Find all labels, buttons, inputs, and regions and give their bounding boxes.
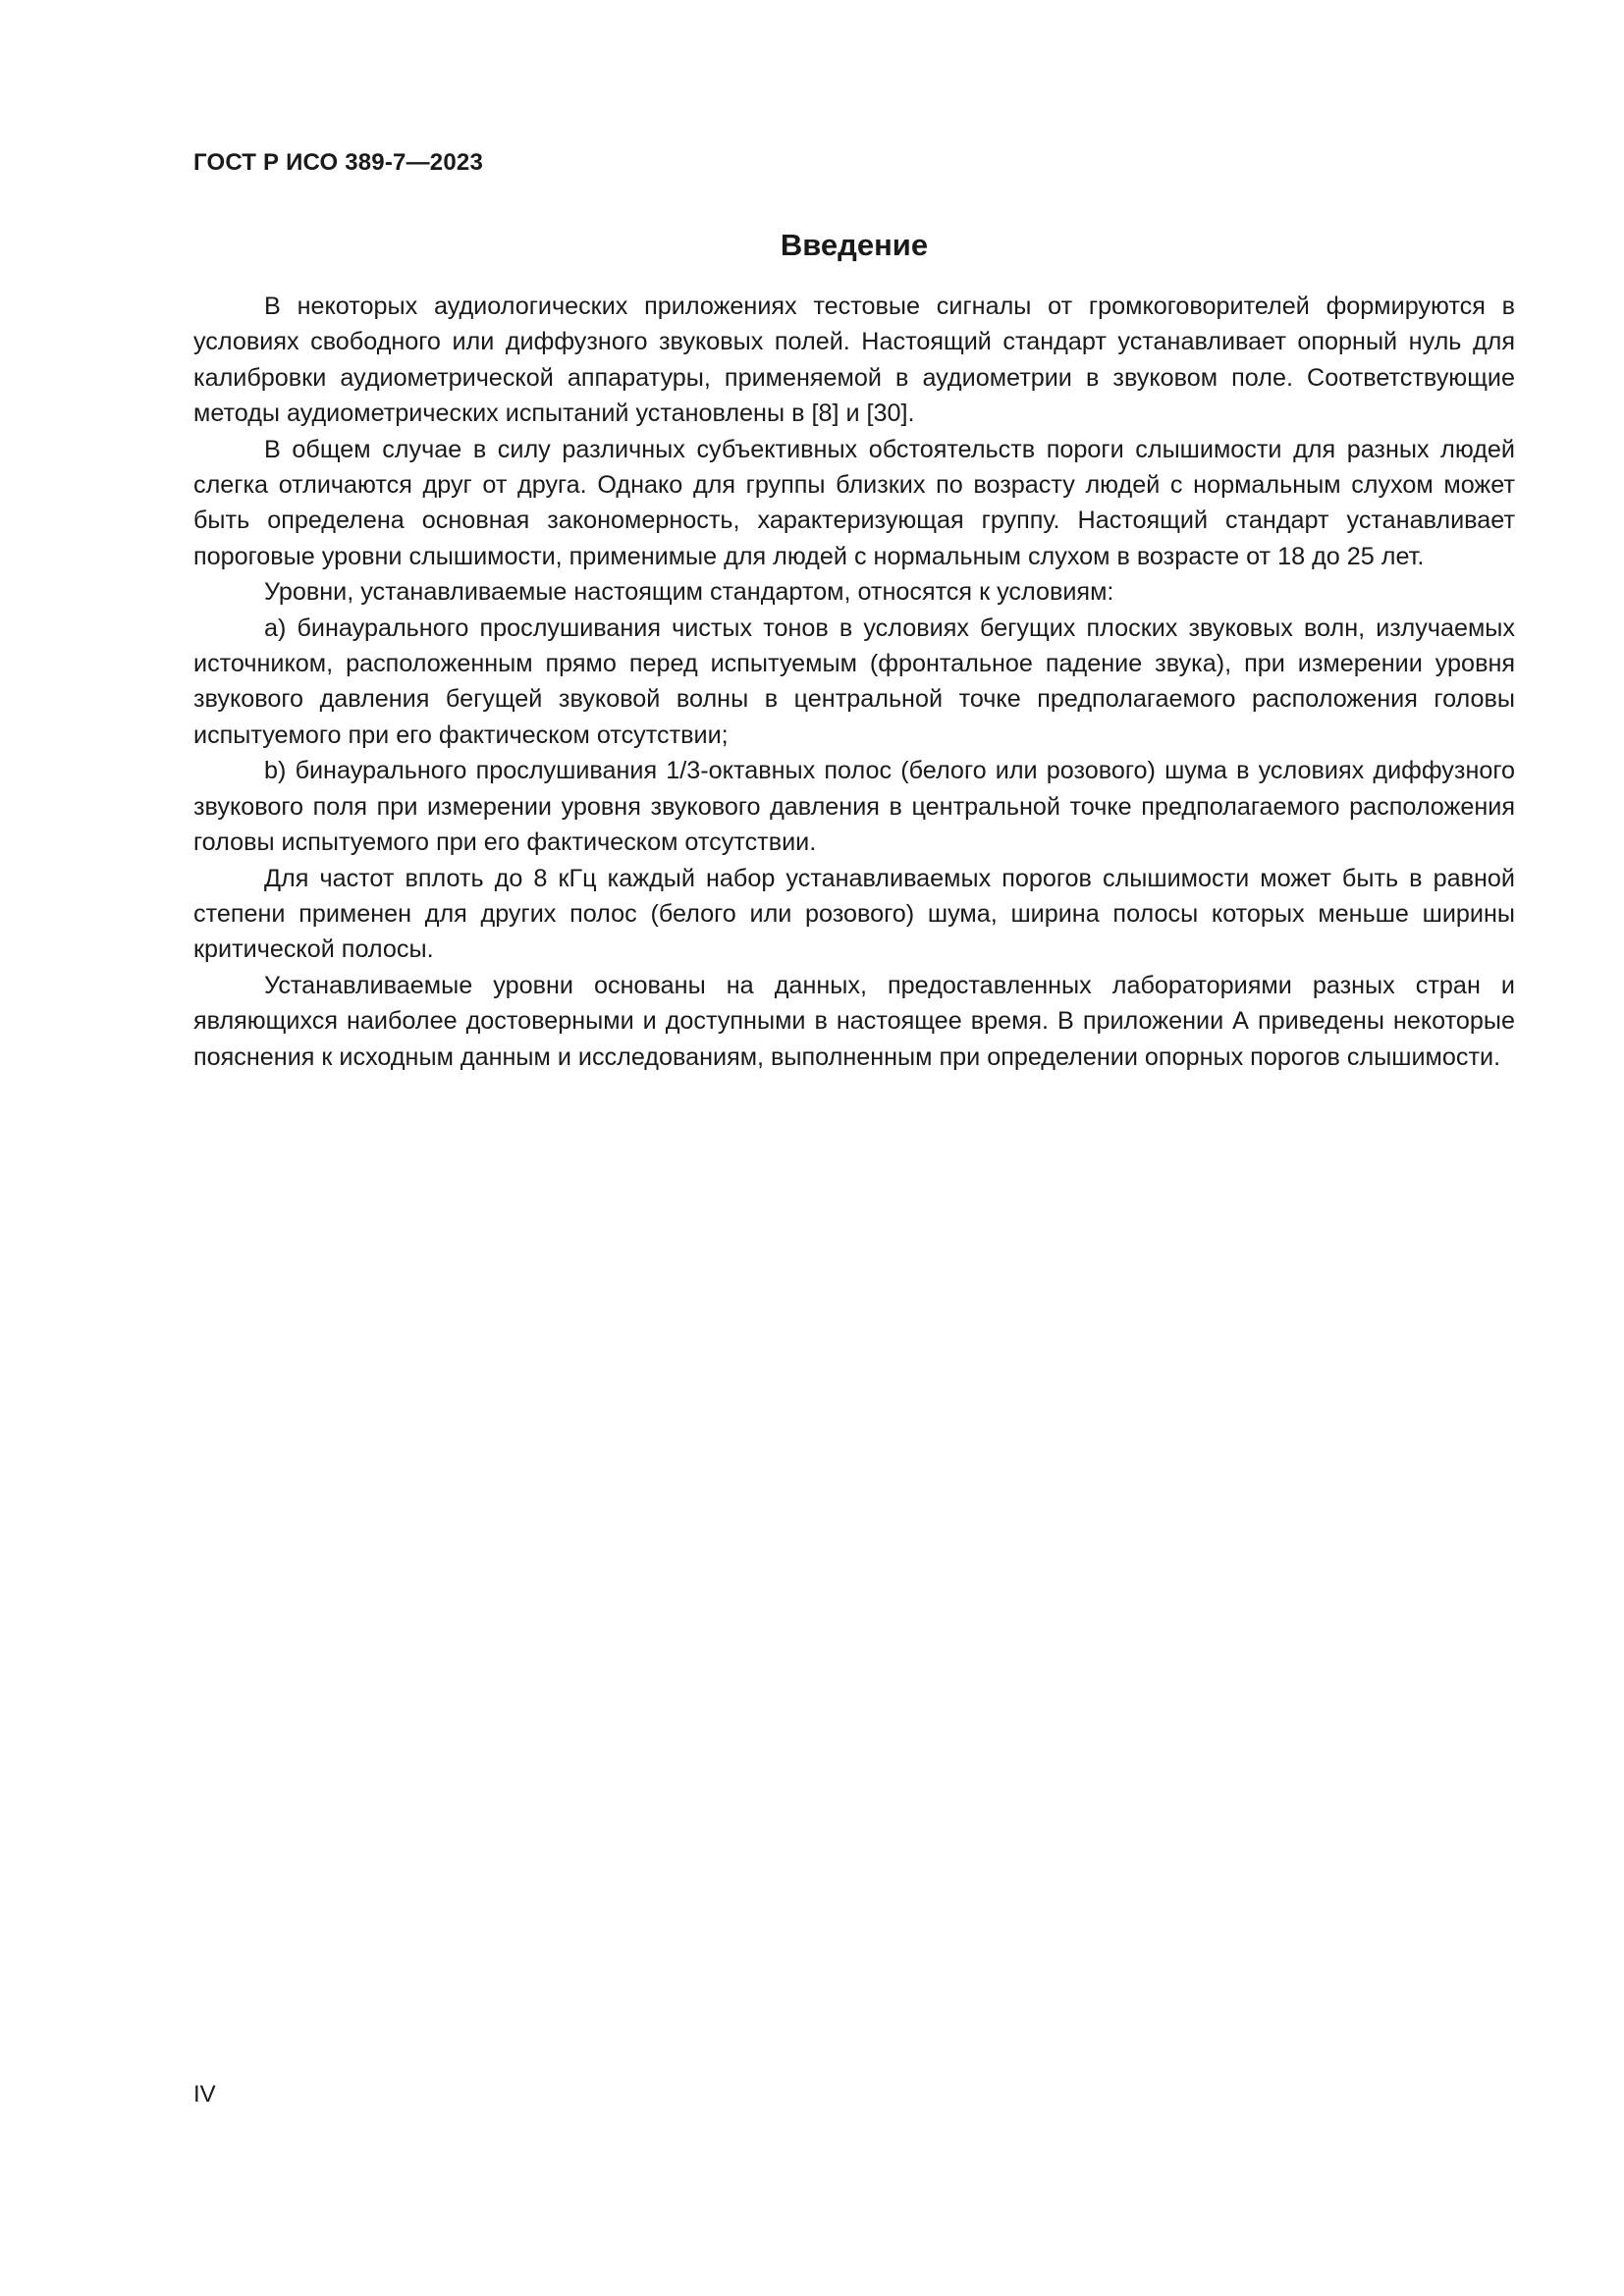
section-title: Введение	[780, 228, 929, 262]
paragraph-5: Устанавливаемые уровни основаны на данных, предоставленных лабораториями разных стран и являющихся наиболее достоверными и доступными в настоящее время. В приложении А приведены некоторые пояснения к исходным данным и исследованиям, выполненным при определении опорных порогов слышимости.	[193, 971, 1515, 1071]
standard-code-header: ГОСТ Р ИСО 389-7—2023	[193, 149, 483, 176]
paragraph-4: Для частот вплоть до 8 кГц каждый набор устанавливаемых порогов слышимости может быть в равной степени применен для других полос (белого или розового) шума, ширина полосы которых меньше ширины критической полосы.	[193, 864, 1515, 964]
paragraph-3: Уровни, устанавливаемые настоящим стандартом, относятся к условиям:	[264, 578, 1114, 607]
paragraph-1: В некоторых аудиологических приложениях тестовые сигналы от громкоговорителей формируются в условиях свободного или диффузного звуковых полей. Настоящий стандарт устанавливает опорный нуль для калибровки аудиометрической аппаратуры, применяемой в аудиометрии в звуковом поле. Соответствующие методы аудиометрических испытаний установлены в [8] и [30].	[193, 293, 1515, 428]
page-number: IV	[193, 2081, 216, 2108]
list-item-a: a) бинаурального прослушивания чистых тонов в условиях бегущих плоских звуковых волн, излучаемых источником, расположенным прямо перед испытуемым (фронтальное падение звука), при измерении уровня звукового давления бегущей звуковой волны в центральной точке предполагаемого расположения головы испытуемого при его фактическом отсутствии;	[193, 614, 1515, 749]
list-item-b: b) бинаурального прослушивания 1/3-октавных полос (белого или розового) шума в условиях диффузного звукового поля при измерении уровня звукового давления в центральной точке предполагаемого расположения головы испытуемого при его фактическом отсутствии.	[193, 757, 1515, 857]
paragraph-2: В общем случае в силу различных субъективных обстоятельств пороги слышимости для разных людей слегка отличаются друг от друга. Однако для группы близких по возрасту людей с нормальным слухом может быть определена основная закономерность, характеризующая группу. Настоящий стандарт устанавливает пороговые уровни слышимости, применимые для людей с нормальным слухом в возрасте от 18 до 25 лет.	[193, 435, 1515, 570]
introduction-body	[193, 289, 1515, 1075]
